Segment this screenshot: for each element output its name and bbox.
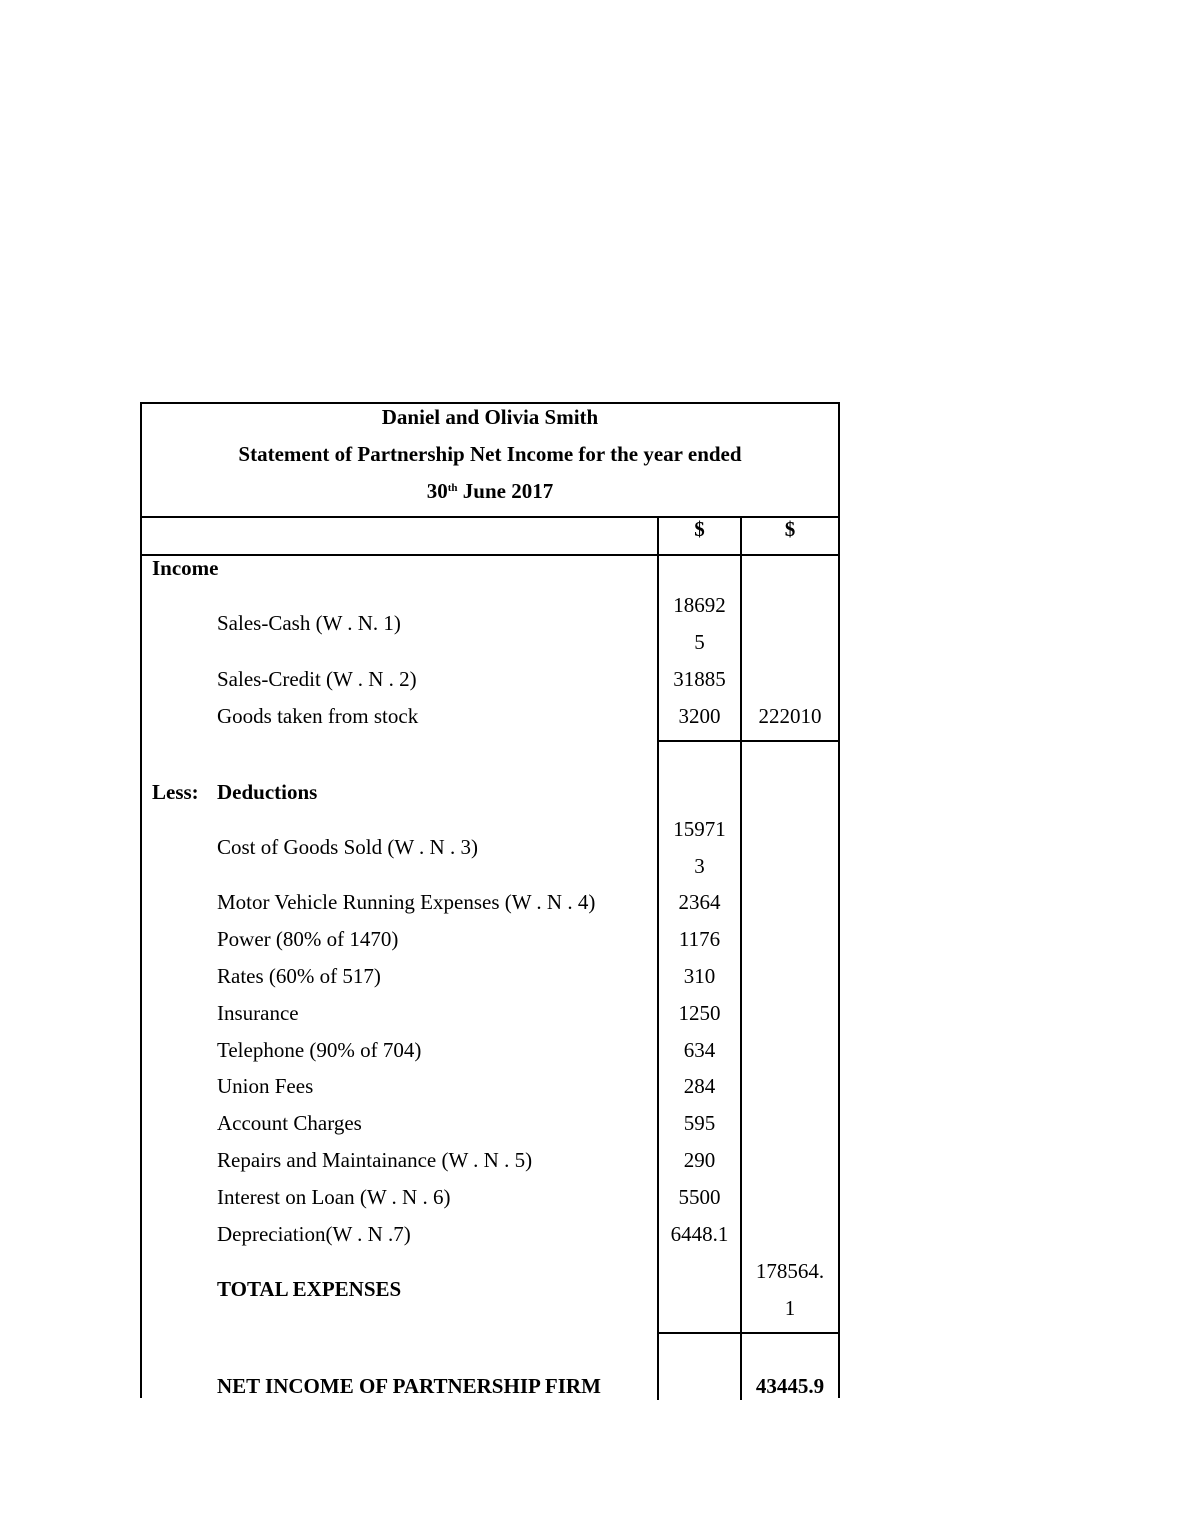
date-day: 30: [426, 479, 448, 503]
income-item-amount: 18692: [673, 593, 726, 617]
date-suffix: th: [447, 482, 458, 494]
column-header-dollar-2: $: [784, 517, 796, 541]
income-total: 222010: [758, 704, 822, 728]
deduction-item-amount: 284: [683, 1074, 716, 1098]
date-month-year: June 2017: [457, 479, 554, 503]
deduction-item-amount: 6448.1: [670, 1222, 729, 1246]
less-label: Less:: [152, 780, 199, 804]
deduction-item-amount: 634: [683, 1038, 716, 1062]
deduction-item-label: Cost of Goods Sold (W . N . 3): [217, 835, 478, 859]
column-header-divider: [142, 554, 838, 556]
income-item-label: Goods taken from stock: [217, 704, 419, 728]
partnership-statement-table: [140, 402, 840, 1398]
income-total-underline: [657, 740, 838, 742]
deduction-item-amount: 2364: [678, 890, 721, 914]
total-expenses-amount: 178564.: [755, 1259, 825, 1283]
column-header-dollar-1: $: [694, 517, 705, 541]
statement-date: [142, 473, 838, 510]
deduction-item-amount: 15971: [673, 817, 726, 841]
deduction-item-amount: 1176: [678, 927, 721, 951]
deduction-item-label: Insurance: [217, 1001, 299, 1025]
income-item-label: Sales-Credit (W . N . 2): [217, 667, 417, 691]
income-item-label: Sales-Cash (W . N. 1): [217, 611, 401, 635]
deductions-heading: Deductions: [217, 780, 318, 804]
deduction-item-amount: 310: [683, 964, 716, 988]
deduction-item-label: Power (80% of 1470): [217, 927, 399, 951]
income-heading: Income: [152, 556, 219, 580]
deduction-item-label: Telephone (90% of 704): [217, 1038, 422, 1062]
deduction-item-label: Interest on Loan (W . N . 6): [217, 1185, 451, 1209]
total-expenses-label: TOTAL EXPENSES: [217, 1277, 402, 1301]
firm-name: Daniel and Olivia Smith: [381, 405, 599, 429]
deduction-item-label: Union Fees: [217, 1074, 314, 1098]
deduction-item-label: Motor Vehicle Running Expenses (W . N . 4): [217, 890, 596, 914]
income-item-amount: 31885: [673, 667, 726, 691]
deduction-item-label: Account Charges: [217, 1111, 362, 1135]
deduction-item-amount: 1250: [678, 1001, 721, 1025]
deduction-item-amount: 290: [683, 1148, 716, 1172]
deduction-item-label: Depreciation(W . N .7): [217, 1222, 411, 1246]
deduction-item-amount: 595: [683, 1111, 716, 1135]
net-income-label: NET INCOME OF PARTNERSHIP FIRM: [217, 1374, 601, 1398]
deduction-item-label: Rates (60% of 517): [217, 964, 381, 988]
total-expenses-amount-continued: 1: [784, 1296, 796, 1320]
deduction-item-amount: 5500: [678, 1185, 721, 1209]
expenses-total-underline: [657, 1332, 838, 1334]
statement-title: Statement of Partnership Net Income for the year ended: [238, 442, 742, 466]
deduction-item-amount-continued: 3: [694, 854, 705, 878]
net-income-amount: 43445.9: [755, 1374, 825, 1398]
income-item-amount-continued: 5: [694, 630, 705, 654]
deduction-item-label: Repairs and Maintainance (W . N . 5): [217, 1148, 533, 1172]
income-item-amount: 3200: [678, 704, 721, 728]
